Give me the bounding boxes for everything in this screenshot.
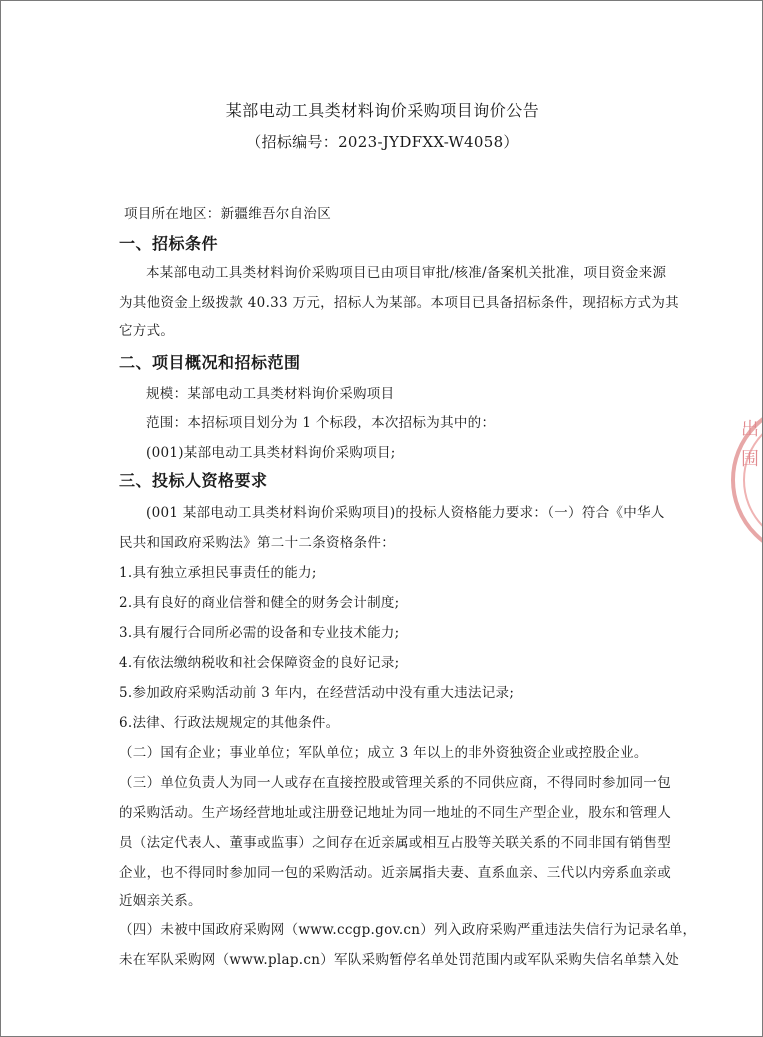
paragraph-line: 企业，也不得同时参加同一包的采购活动。近亲属指夫妻、直系血亲、三代以内旁系血亲或	[119, 865, 671, 881]
section-heading-bidder-qualifications: 三、投标人资格要求	[119, 471, 268, 490]
paragraph-line: 范围：本招标项目划分为 1 个标段，本次招标为其中的：	[146, 415, 496, 431]
list-item: 1.具有独立承担民事责任的能力;	[119, 565, 317, 581]
paragraph-line: 近姻亲关系。	[119, 893, 202, 909]
paragraph-line: 本某部电动工具类材料询价采购项目已由项目审批/核准/备案机关批准，项目资金来源	[146, 265, 667, 281]
paragraph-line: （二）国有企业；事业单位；军队单位；成立 3 年以上的非外资独资企业或控股企业。	[119, 745, 648, 761]
paragraph-line: (001 某部电动工具类材料询价采购项目)的投标人资格能力要求：（一）符合《中华人	[146, 505, 665, 521]
paragraph-line: （四）未被中国政府采购网（www.ccgp.gov.cn）列入政府采购严重违法失信行为记录名单，	[119, 922, 697, 938]
paragraph-line: 它方式。	[119, 323, 175, 339]
section-heading-project-overview: 二、项目概况和招标范围	[119, 353, 301, 372]
paragraph-line: 为其他资金上级拨款 40.33 万元，招标人为某部。本项目已具备招标条件，现招标方式为其	[119, 295, 679, 311]
paragraph-line: （三）单位负责人为同一人或存在直接控股或管理关系的不同供应商，不得同时参加同一包	[119, 775, 671, 791]
list-item: 4.有依法缴纳税收和社会保障资金的良好记录;	[119, 655, 400, 671]
paragraph-line: 规模：某部电动工具类材料询价采购项目	[146, 386, 395, 402]
list-item: 2.具有良好的商业信誉和健全的财务会计制度;	[119, 595, 400, 611]
list-item: 5.参加政府采购活动前 3 年内，在经营活动中没有重大违法记录;	[119, 685, 515, 701]
paragraph-line: 的采购活动。生产场经营地址或注册登记地址为同一地址的不同生产型企业，股东和管理人	[119, 805, 671, 821]
document-title: 某部电动工具类材料询价采购项目询价公告	[225, 101, 540, 120]
list-item: 6.法律、行政法规规定的其他条件。	[119, 715, 340, 731]
seal-char: 围	[741, 449, 759, 470]
list-item: 3.具有履行合同所必需的设备和专业技术能力;	[119, 625, 400, 641]
official-seal-stamp	[731, 401, 763, 559]
seal-char: 出	[741, 419, 759, 440]
seal-lettering	[741, 415, 763, 475]
section-heading-tender-conditions: 一、招标条件	[119, 234, 219, 253]
project-region: 项目所在地区：新疆维吾尔自治区	[124, 206, 331, 222]
paragraph-line: 民共和国政府采购法》第二十二条资格条件：	[119, 535, 395, 551]
paragraph-line: 员（法定代表人、董事或监事）之间存在近亲属或相互占股等关联关系的不同非国有销售型	[119, 835, 671, 851]
paragraph-line: (001)某部电动工具类材料询价采购项目;	[146, 445, 396, 461]
tender-number: （招标编号：2023-JYDFXX-W4058）	[246, 133, 519, 151]
paragraph-line: 未在军队采购网（www.plap.cn）军队采购暂停名单处罚范围内或军队采购失信名单禁入处	[119, 952, 680, 968]
